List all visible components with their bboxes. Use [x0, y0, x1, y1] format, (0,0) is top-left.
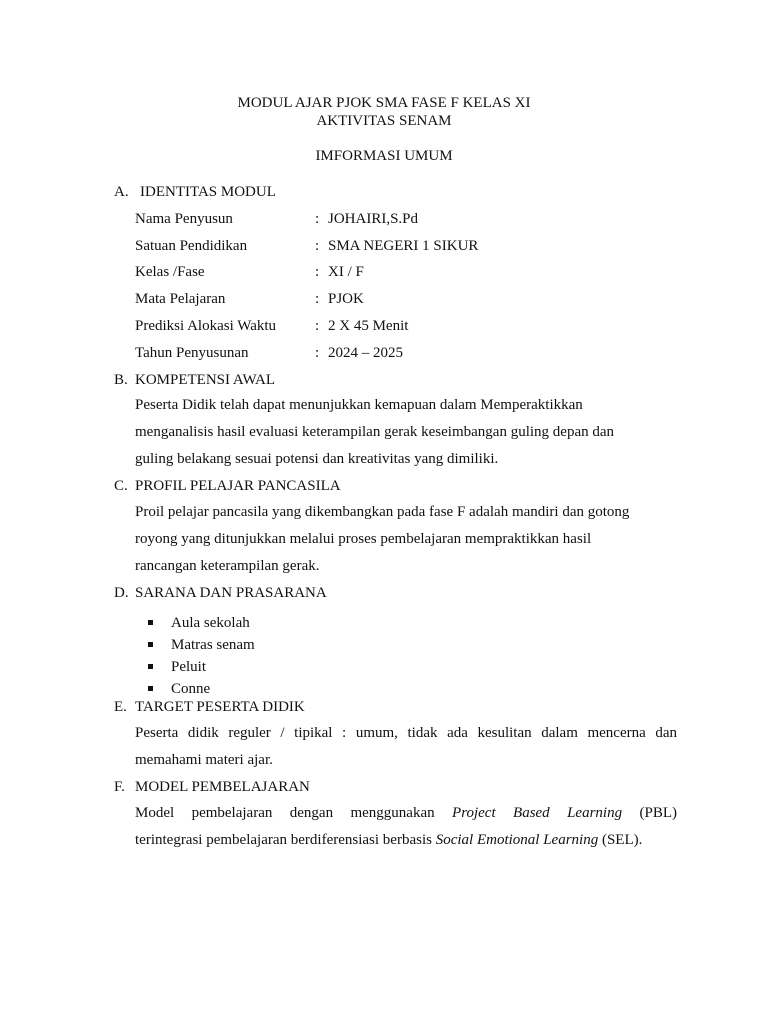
identity-row	[135, 290, 364, 308]
identity-value: JOHAIRI,S.Pd	[328, 211, 419, 227]
section-f-heading	[114, 778, 310, 796]
identity-colon: :	[315, 318, 320, 334]
paragraph-line: royong yang ditunjukkan melalui proses pembelajaran mempraktikkan hasil	[135, 531, 592, 547]
paragraph-text: (SEL).	[598, 832, 643, 848]
identity-key: Nama Penyusun	[135, 211, 233, 227]
identity-value: PJOK	[328, 291, 364, 307]
section-letter: A.	[114, 184, 129, 200]
identity-colon: :	[315, 211, 320, 227]
paragraph-line: rancangan keterampilan gerak.	[135, 558, 320, 574]
identity-colon: :	[315, 291, 320, 307]
identity-key: Mata Pelajaran	[135, 291, 226, 307]
list-item	[147, 634, 255, 656]
section-letter: B.	[114, 372, 128, 388]
identity-row	[135, 237, 478, 255]
paragraph-text: (PBL)	[622, 805, 678, 821]
section-letter: F.	[114, 779, 125, 795]
list-item-label: Conne	[171, 681, 211, 697]
bullet-square-icon	[148, 664, 153, 669]
identity-key: Tahun Penyusunan	[135, 345, 249, 361]
section-b-paragraph	[135, 392, 677, 473]
list-item-label: Aula sekolah	[171, 615, 250, 631]
document-title-line-2: AKTIVITAS SENAM	[316, 113, 452, 129]
identity-row	[135, 210, 418, 228]
list-item-label: Matras senam	[171, 637, 255, 653]
document-title-line-1: MODUL AJAR PJOK SMA FASE F KELAS XI	[237, 95, 531, 111]
identity-key: Kelas /Fase	[135, 264, 205, 280]
section-c-heading	[114, 477, 341, 495]
identity-row	[135, 344, 403, 362]
identity-value: SMA NEGERI 1 SIKUR	[328, 238, 479, 254]
paragraph-line	[135, 827, 677, 854]
section-c-paragraph	[135, 499, 677, 580]
list-item	[147, 678, 255, 700]
section-title: TARGET PESERTA DIDIK	[135, 699, 305, 715]
facilities-list	[147, 612, 255, 700]
section-title: IDENTITAS MODUL	[140, 184, 276, 200]
section-e-heading	[114, 698, 305, 716]
section-a-heading	[114, 183, 276, 201]
paragraph-emphasis: Social Emotional Learning	[435, 832, 599, 848]
paragraph-text: terintegrasi pembelajaran berdiferensiasi berbasis	[135, 832, 436, 848]
document-subtitle: IMFORMASI UMUM	[315, 148, 453, 164]
paragraph-line: memahami materi ajar.	[135, 752, 273, 768]
paragraph-line	[135, 800, 677, 827]
paragraph-text: Model pembelajaran dengan menggunakan	[135, 805, 453, 821]
section-title: MODEL PEMBELAJARAN	[135, 779, 310, 795]
paragraph-emphasis: Project Based Learning	[452, 805, 623, 821]
section-e-paragraph	[135, 720, 677, 774]
section-letter: C.	[114, 478, 128, 494]
identity-value: XI / F	[328, 264, 364, 280]
identity-key: Satuan Pendidikan	[135, 238, 248, 254]
section-title: KOMPETENSI AWAL	[135, 372, 276, 388]
bullet-square-icon	[148, 686, 153, 691]
list-item	[147, 656, 255, 678]
identity-value: 2024 – 2025	[328, 345, 403, 361]
section-letter: D.	[114, 585, 129, 601]
section-b-heading	[114, 371, 275, 389]
paragraph-line: menganalisis hasil evaluasi keterampilan gerak keseimbangan guling depan dan	[135, 424, 615, 440]
section-title: SARANA DAN PRASARANA	[135, 585, 327, 601]
section-f-paragraph	[135, 800, 677, 854]
identity-row	[135, 263, 364, 281]
identity-colon: :	[315, 238, 320, 254]
list-item-label: Peluit	[171, 659, 207, 675]
paragraph-line: guling belakang sesuai potensi dan kreativitas yang dimiliki.	[135, 451, 499, 467]
paragraph-line: Peserta Didik telah dapat menunjukkan kemapuan dalam Memperaktikkan	[135, 397, 583, 413]
paragraph-line: Peserta didik reguler / tipikal : umum, tidak ada kesulitan dalam mencerna dan	[135, 725, 677, 741]
section-title: PROFIL PELAJAR PANCASILA	[135, 478, 341, 494]
list-item	[147, 612, 255, 634]
identity-colon: :	[315, 345, 320, 361]
section-d-heading	[114, 584, 327, 602]
section-letter: E.	[114, 699, 127, 715]
identity-row	[135, 317, 408, 335]
identity-key: Prediksi Alokasi Waktu	[135, 318, 277, 334]
paragraph-line: Proil pelajar pancasila yang dikembangkan pada fase F adalah mandiri dan gotong	[135, 504, 630, 520]
identity-colon: :	[315, 264, 320, 280]
bullet-square-icon	[148, 642, 153, 647]
bullet-square-icon	[148, 620, 153, 625]
identity-value: 2 X 45 Menit	[328, 318, 409, 334]
